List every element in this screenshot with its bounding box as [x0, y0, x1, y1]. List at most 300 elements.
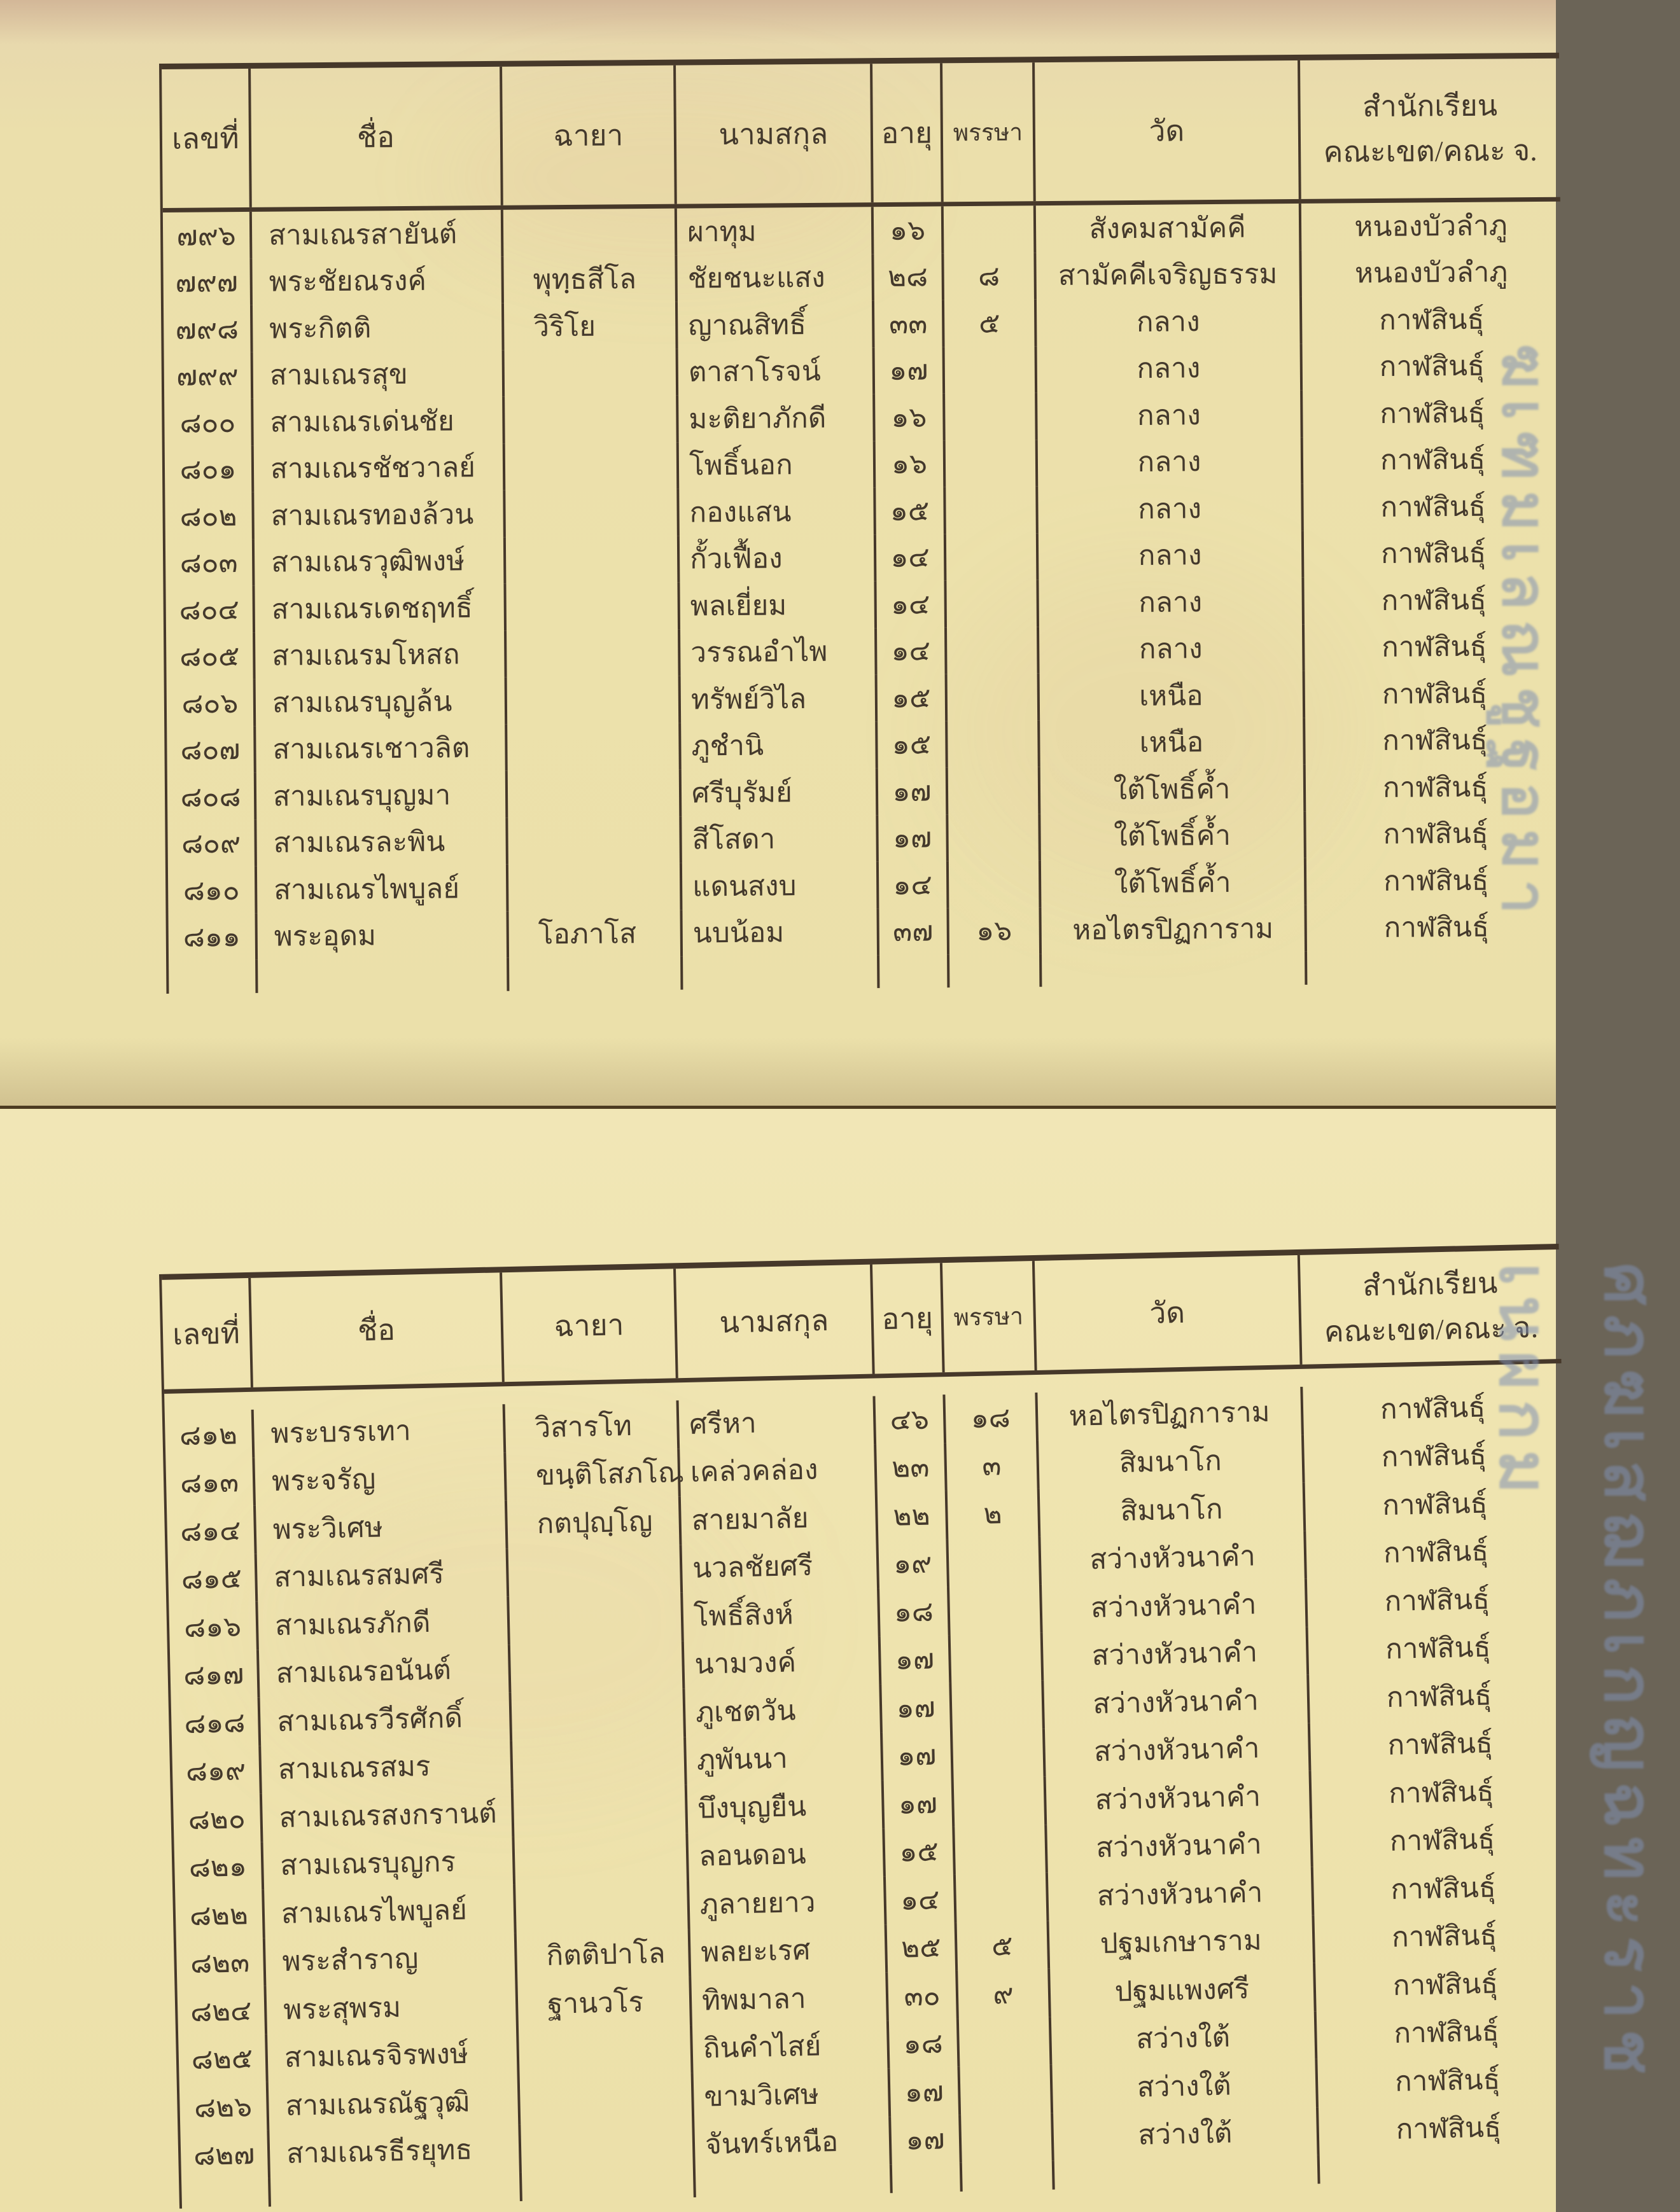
cell-empty — [1042, 952, 1307, 987]
cell-number: ๘๑๙ — [172, 1746, 262, 1796]
cell-temple: สว่างหัวนาคำ — [1044, 1675, 1310, 1729]
cell-dhamma-name: โอภาโส — [508, 910, 683, 958]
cell-school-office: กาฬสินธุ์ — [1383, 817, 1488, 851]
cell-empty — [1307, 950, 1566, 985]
cell-temple: ปฐมเกษาราม — [1049, 1915, 1316, 1969]
cell-dhamma-name — [520, 2073, 695, 2124]
cell-surname: กั้วเฟื้อง — [680, 534, 877, 583]
cell-phansa: ๑๘ — [945, 1393, 1039, 1443]
cell-phansa — [951, 1681, 1045, 1731]
cell-empty — [270, 2173, 522, 2207]
cell-temple: กลาง — [1037, 391, 1303, 440]
col-header-phansa: พรรษา — [942, 1261, 1037, 1372]
cell-age: ๒๘ — [874, 253, 944, 300]
cell-phansa — [948, 720, 1040, 768]
cell-name: สามเณรบุญกร — [263, 1837, 516, 1890]
cell-name: พระบรรเทา — [254, 1404, 507, 1457]
cell-number: ๘๒๗ — [180, 2130, 270, 2180]
col-header-temple: วัด — [1035, 60, 1301, 201]
cell-phansa: ๕ — [944, 299, 1037, 347]
cell-name: สามเณรละพิน — [256, 817, 508, 866]
cell-temple: สิมนาโก — [1039, 1435, 1305, 1489]
cell-age: ๑๗ — [875, 347, 946, 394]
cell-number: ๘๑๗ — [170, 1650, 260, 1700]
cell-age: ๑๗ — [890, 2067, 962, 2117]
cell-age: ๑๗ — [878, 814, 949, 861]
cell-name: สามเณรณัฐวุฒิ — [269, 2076, 521, 2130]
cell-surname: พลยะเรศ — [690, 1924, 888, 1977]
cell-number: ๘๑๐ — [168, 866, 258, 914]
cell-number: ๘๐๓ — [165, 539, 255, 587]
cell-school-office: กาฬสินธุ์ — [1385, 1631, 1491, 1666]
cell-temple: ใต้โพธิ์ค้ำ — [1040, 811, 1306, 860]
cell-name: สามเณรจิรพงษ์ — [267, 2028, 520, 2082]
cell-school-office: กาฬสินธุ์ — [1378, 303, 1485, 336]
cell-age: ๑๗ — [891, 2115, 962, 2164]
cell-age: ๑๗ — [881, 1683, 953, 1732]
cell-age: ๑๗ — [881, 1635, 952, 1685]
cell-surname: เคล่วคล่อง — [680, 1444, 878, 1496]
cell-surname: ญาณสิทธิ์ — [678, 300, 875, 349]
cell-empty — [892, 2163, 963, 2193]
cell-temple: กลาง — [1037, 297, 1303, 346]
cell-name: สามเณรไพบูลย์ — [257, 865, 509, 914]
cell-surname: ภูลายยาว — [689, 1876, 887, 1928]
cell-temple: สว่างใต้ — [1051, 2011, 1318, 2065]
cell-number: ๘๐๑ — [165, 445, 255, 493]
cell-phansa — [961, 2113, 1054, 2163]
cell-empty — [683, 955, 879, 989]
cell-phansa: ๒ — [948, 1489, 1041, 1539]
cell-temple: ใต้โพธิ์ค้ำ — [1041, 858, 1307, 907]
cell-empty — [509, 957, 683, 991]
cell-school-office: กาฬสินธุ์ — [1379, 350, 1485, 383]
cell-school-office: กาฬสินธุ์ — [1380, 490, 1486, 523]
cell-temple: ใต้โพธิ์ค้ำ — [1040, 765, 1306, 814]
cell-temple: กลาง — [1038, 437, 1304, 486]
cell-phansa — [948, 767, 1041, 814]
cell-surname: สายมาลัย — [681, 1492, 879, 1544]
cell-school-office: กาฬสินธุ์ — [1384, 1583, 1490, 1617]
cell-empty — [181, 2178, 271, 2209]
cell-phansa — [946, 580, 1039, 627]
cell-school-office: กาฬสินธุ์ — [1382, 678, 1488, 710]
cell-phansa: ๙ — [958, 1969, 1051, 2019]
cell-surname: ลอนดอน — [688, 1828, 886, 1881]
cell-school-office: กาฬสินธุ์ — [1392, 1968, 1499, 2001]
cell-school-office: กาฬสินธุ์ — [1382, 771, 1488, 803]
cell-surname: บึงบุญยืน — [687, 1780, 885, 1832]
cell-surname: โพธิ์สิงห์ — [683, 1588, 881, 1640]
cell-empty — [1320, 2150, 1579, 2184]
cell-school-office: กาฬสินธุ์ — [1380, 443, 1486, 476]
cell-number: ๘๒๕ — [178, 2034, 269, 2084]
cell-school-office: กาฬสินธุ์ — [1381, 584, 1487, 616]
cell-number: ๘๑๒ — [165, 1410, 255, 1460]
cell-number: ๗๙๖ — [163, 212, 253, 260]
col-header-dhamma-name: ฉายา — [502, 1269, 678, 1382]
cell-phansa — [960, 2065, 1053, 2115]
col-header-school-office-line2: คณะเขต/คณะ จ. — [1324, 1311, 1539, 1349]
cell-number: ๘๐๘ — [167, 773, 257, 821]
cell-school-office: กาฬสินธุ์ — [1380, 1391, 1486, 1425]
cell-surname: ชัยชนะแสง — [677, 254, 874, 302]
cell-empty — [258, 958, 509, 993]
cell-empty — [949, 954, 1042, 987]
cell-surname: จันทร์เหนือ — [694, 2117, 892, 2169]
cell-surname: ภูเชตวัน — [685, 1684, 883, 1736]
cell-phansa — [945, 393, 1038, 440]
cell-surname: ทิพมาลา — [691, 1972, 889, 2024]
col-header-school-office — [1300, 59, 1560, 199]
cell-phansa — [955, 1825, 1048, 1875]
cell-empty — [696, 2164, 893, 2197]
page-fold-line — [0, 1106, 1556, 1109]
cell-age: ๑๔ — [886, 1875, 957, 1924]
cell-name: สามเณรเด่นชัย — [253, 397, 505, 446]
cell-age: ๑๕ — [876, 487, 946, 534]
cell-school-office: กาฬสินธุ์ — [1382, 724, 1488, 757]
cell-school-office: กาฬสินธุ์ — [1381, 1439, 1487, 1473]
cell-temple: สว่างหัวนาคำ — [1040, 1531, 1307, 1585]
cell-number: ๘๑๑ — [168, 913, 258, 961]
cell-temple: กลาง — [1039, 578, 1305, 627]
cell-temple: สว่างหัวนาคำ — [1047, 1819, 1313, 1873]
cell-dhamma-name — [512, 1737, 687, 1788]
cell-name: สามเณรบุญล้น — [256, 678, 508, 727]
cell-number: ๘๑๖ — [169, 1602, 259, 1652]
cell-school-office: กาฬสินธุ์ — [1393, 2015, 1500, 2050]
cell-dhamma-name — [509, 1592, 684, 1644]
cell-phansa — [956, 1873, 1049, 1923]
cell-school-office: กาฬสินธุ์ — [1391, 1919, 1497, 1954]
cell-number: ๘๒๔ — [177, 1986, 267, 2036]
cell-surname: โพธิ์นอก — [679, 441, 876, 489]
table-body — [164, 1363, 1579, 2209]
cell-name: พระชัยณรงค์ — [252, 256, 504, 305]
col-header-surname: นามสกุล — [676, 1265, 875, 1379]
cell-name: สามเณรทองล้วน — [254, 490, 506, 539]
cell-phansa — [951, 1632, 1044, 1683]
cell-temple: กลาง — [1037, 344, 1303, 393]
cell-dhamma-name — [514, 1833, 689, 1884]
cell-name: สามเณรเชาวลิต — [256, 724, 508, 773]
cell-temple: เหนือ — [1040, 671, 1306, 720]
cell-phansa — [945, 346, 1038, 394]
cell-age: ๑๗ — [878, 767, 949, 814]
cell-phansa — [949, 1585, 1043, 1635]
cell-temple: สว่างหัวนาคำ — [1048, 1867, 1315, 1921]
cell-surname: ตาสาโรจน์ — [678, 347, 876, 396]
page-fold-shadow — [0, 1037, 1556, 1106]
monk-register-table-upper — [159, 53, 1566, 994]
cell-name: สามเณรไพบูลย์ — [264, 1884, 517, 1938]
cell-phansa: ๑๖ — [949, 907, 1042, 955]
cell-school-office: กาฬสินธุ์ — [1380, 397, 1485, 429]
cell-number: ๘๒๓ — [176, 1938, 267, 1988]
cell-age: ๑๗ — [884, 1779, 955, 1828]
cell-age: ๑๘ — [889, 2019, 960, 2068]
cell-name: สามเณรธีรยุทธ — [269, 2124, 522, 2178]
cell-temple: เหนือ — [1040, 718, 1306, 767]
cell-age: ๑๔ — [879, 861, 949, 908]
cell-school-office: กาฬสินธุ์ — [1390, 1872, 1497, 1905]
cell-dhamma-name — [503, 209, 678, 257]
cell-name: สามเณรวีรศักดิ์ — [260, 1692, 513, 1746]
cell-surname: พลเยี่ยม — [680, 581, 877, 629]
col-header-number: เลขที่ — [162, 1278, 253, 1389]
cell-age: ๓๐ — [888, 1971, 959, 2021]
cell-empty — [522, 2169, 696, 2201]
cell-number: ๘๒๐ — [173, 1794, 263, 1844]
cell-age: ๔๖ — [875, 1395, 946, 1444]
col-header-age: อายุ — [872, 1263, 945, 1374]
cell-school-office: กาฬสินธุ์ — [1389, 1823, 1495, 1858]
cell-number: ๘๑๕ — [168, 1554, 258, 1604]
table-body — [163, 202, 1567, 994]
col-header-age: อายุ — [872, 63, 944, 202]
col-header-school-office — [1300, 1249, 1562, 1365]
cell-school-office: กาฬสินธุ์ — [1380, 537, 1487, 570]
cell-number: ๗๙๙ — [164, 352, 254, 400]
cell-phansa — [948, 814, 1041, 861]
col-header-name: ชื่อ — [251, 1272, 505, 1388]
cell-age: ๑๔ — [876, 580, 947, 627]
cell-phansa — [948, 1536, 1042, 1587]
cell-surname: ถินคำไสย์ — [692, 2021, 890, 2073]
col-header-phansa: พรรษา — [942, 62, 1036, 202]
cell-empty — [879, 954, 949, 988]
cell-age: ๑๗ — [883, 1730, 954, 1780]
cell-name: สามเณรเดชฤทธิ์ — [255, 584, 507, 633]
cell-temple: สว่างใต้ — [1052, 2059, 1319, 2113]
cell-name: สามเณรอนันต์ — [259, 1645, 512, 1698]
cell-school-office: กาฬสินธุ์ — [1386, 1680, 1492, 1713]
cell-dhamma-name — [507, 629, 681, 678]
cell-number: ๘๑๘ — [171, 1698, 262, 1748]
cell-temple: สว่างหัวนาคำ — [1043, 1627, 1310, 1681]
monk-register-table-lower — [159, 1244, 1579, 2209]
cell-phansa — [946, 440, 1039, 487]
cell-school-office: กาฬสินธุ์ — [1387, 1727, 1494, 1762]
cell-temple: สว่างหัวนาคำ — [1042, 1579, 1308, 1633]
cell-school-office: หนองบัวลำภู — [1354, 210, 1508, 243]
cell-number: ๘๒๖ — [179, 2082, 270, 2132]
cell-name: พระวิเศษ — [256, 1500, 508, 1554]
cell-dhamma-name — [521, 2120, 696, 2172]
cell-school-office: กาฬสินธุ์ — [1383, 865, 1489, 897]
cell-phansa: ๘ — [944, 253, 1037, 300]
cell-surname: ภูพันนา — [686, 1732, 884, 1784]
cell-age: ๓๓ — [874, 300, 945, 347]
cell-dhamma-name — [507, 676, 682, 725]
cell-surname: กองแสน — [679, 487, 876, 536]
cell-name: พระกิตติ — [253, 303, 505, 352]
cell-school-office: กาฬสินธุ์ — [1388, 1776, 1494, 1809]
cell-number: ๘๐๐ — [164, 399, 254, 447]
cell-surname: ศรีบุรัมย์ — [682, 768, 879, 816]
cell-number: ๘๐๖ — [167, 679, 256, 727]
cell-dhamma-name — [510, 1641, 685, 1692]
cell-dhamma-name — [511, 1688, 686, 1740]
cell-surname: ทรัพย์วิไล — [681, 674, 878, 723]
cell-dhamma-name — [505, 349, 679, 397]
cell-dhamma-name — [515, 1881, 690, 1932]
cell-dhamma-name: กิตติปาโล — [517, 1929, 692, 1980]
cell-surname: แดนสงบ — [682, 861, 879, 910]
cell-age: ๑๖ — [875, 393, 946, 440]
cell-age: ๒๒ — [878, 1491, 949, 1540]
cell-name: สามเณรมโหสถ — [255, 630, 507, 679]
cell-phansa — [944, 205, 1037, 253]
cell-temple: หอไตรปิฏการาม — [1041, 905, 1307, 954]
scan-edge-shadow — [0, 0, 1556, 45]
cell-school-office: กาฬสินธุ์ — [1394, 2064, 1501, 2097]
cell-temple: ปฐมแพงศรี — [1050, 1963, 1317, 2017]
cell-temple: สว่างหัวนาคำ — [1045, 1723, 1312, 1777]
cell-dhamma-name — [508, 863, 683, 912]
cell-dhamma-name: ขนฺติโสภโณ — [506, 1449, 681, 1500]
cell-phansa: ๓ — [946, 1440, 1040, 1491]
cell-age: ๑๔ — [877, 627, 948, 674]
cell-temple: หอไตรปิฏการาม — [1037, 1387, 1304, 1441]
cell-dhamma-name: วิริโย — [504, 302, 678, 351]
cell-age: ๑๕ — [885, 1826, 956, 1876]
cell-age: ๑๖ — [874, 206, 944, 253]
cell-phansa — [946, 533, 1039, 581]
cell-age: ๓๗ — [879, 908, 949, 955]
cell-surname: วรรณอำไพ — [680, 628, 878, 676]
cell-phansa — [946, 486, 1039, 534]
bleed-through-watermark: ฆเฑมเลณชูฐอมา — [1490, 344, 1558, 924]
cell-dhamma-name — [507, 723, 682, 771]
cell-age: ๑๔ — [876, 534, 947, 581]
cell-empty — [962, 2161, 1055, 2192]
cell-phansa — [948, 673, 1040, 721]
cell-empty — [169, 960, 258, 994]
col-header-dhamma-name: ฉายา — [502, 66, 677, 205]
cell-temple: สังคมสามัคคี — [1036, 204, 1302, 253]
cell-temple: กลาง — [1039, 624, 1305, 673]
cell-phansa — [947, 627, 1040, 674]
cell-temple: สว่างหัวนาคำ — [1046, 1771, 1313, 1825]
cell-dhamma-name — [508, 1545, 683, 1596]
cell-temple: สามัคคีเจริญธรรม — [1036, 250, 1302, 299]
cell-school-office: กาฬสินธุ์ — [1382, 1487, 1488, 1521]
cell-surname: ขามวิเศษ — [694, 2068, 892, 2120]
cell-dhamma-name: กตปุญฺโญ — [507, 1496, 682, 1548]
cell-dhamma-name — [508, 816, 682, 865]
cell-dhamma-name — [505, 489, 680, 538]
cell-surname: สีโสดา — [682, 815, 879, 863]
cell-number: ๘๑๔ — [167, 1506, 257, 1556]
cell-school-office: กาฬสินธุ์ — [1383, 1535, 1489, 1569]
cell-age: ๑๖ — [876, 440, 946, 487]
cell-temple: กลาง — [1038, 484, 1304, 533]
cell-phansa — [953, 1729, 1046, 1779]
cell-dhamma-name — [508, 770, 682, 818]
cell-empty — [1054, 2155, 1320, 2190]
cell-number: ๘๐๔ — [165, 586, 255, 634]
cell-school-office: กาฬสินธุ์ — [1396, 2111, 1502, 2146]
col-header-school-office-line1: สำนักเรียน — [1362, 89, 1498, 123]
cell-number: ๗๙๘ — [164, 305, 253, 353]
cell-name: สามเณรสมศรี — [257, 1548, 510, 1602]
cell-dhamma-name: ฐานวโร — [517, 1977, 692, 2028]
cell-name: พระสุพรม — [266, 1980, 519, 2034]
cell-dhamma-name — [519, 2025, 694, 2076]
col-header-school-office-line2: คณะเขต/คณะ จ. — [1323, 134, 1537, 169]
cell-age: ๒๕ — [887, 1923, 958, 1972]
cell-age: ๑๘ — [879, 1587, 951, 1636]
cell-temple: สิมนาโก — [1040, 1483, 1306, 1537]
cell-number: ๘๐๙ — [167, 819, 257, 867]
cell-name: พระสำราญ — [265, 1932, 518, 1986]
cell-temple: กลาง — [1039, 531, 1305, 580]
cell-surname: ภูชำนิ — [681, 721, 878, 770]
cell-name: สามเณรบุญมา — [256, 771, 508, 820]
cell-dhamma-name — [506, 536, 680, 584]
cell-surname: ศรีหา — [679, 1396, 877, 1448]
cell-dhamma-name — [505, 442, 680, 490]
cell-name: พระอุดม — [257, 911, 509, 960]
cell-age: ๒๓ — [876, 1443, 948, 1492]
cell-number: ๗๙๗ — [163, 258, 253, 306]
cell-dhamma-name: พุทฺธสีโล — [503, 255, 678, 303]
col-header-temple: วัด — [1035, 1255, 1303, 1370]
cell-name: สามเณรภักดี — [258, 1596, 510, 1650]
cell-number: ๘๒๒ — [175, 1890, 265, 1940]
cell-surname: นบน้อม — [682, 908, 879, 957]
cell-number: ๘๒๑ — [174, 1842, 265, 1892]
cell-name: พระจรัญ — [255, 1452, 507, 1506]
cell-school-office: หนองบัวลำภู — [1354, 256, 1508, 289]
cell-number: ๘๐๗ — [167, 726, 256, 774]
cell-age: ๑๙ — [878, 1539, 949, 1589]
col-header-number: เลขที่ — [162, 69, 252, 208]
cell-name: สามเณรสมร — [261, 1741, 514, 1794]
cell-name: สามเณรชัชวาลย์ — [254, 443, 506, 492]
cell-surname: ผาทุม — [677, 207, 874, 255]
cell-school-office: กาฬสินธุ์ — [1381, 630, 1487, 664]
cell-surname: มะติยาภักดี — [678, 394, 876, 442]
table-header-row — [162, 53, 1560, 212]
cell-number: ๘๐๕ — [166, 632, 256, 680]
col-header-school-office-line1: สำนักเรียน — [1362, 1266, 1498, 1302]
bleed-through-watermark: ศภฆเสฌภเกญฉทะราชเนผกม — [1486, 1263, 1664, 2085]
col-header-surname: นามสกุล — [676, 64, 874, 204]
cell-number: ๘๑๓ — [165, 1457, 256, 1508]
cell-dhamma-name — [505, 396, 679, 444]
cell-phansa — [954, 1777, 1047, 1827]
cell-surname: นวลชัยศรี — [682, 1540, 879, 1592]
cell-surname: นามวงค์ — [684, 1636, 882, 1688]
cell-phansa — [959, 2017, 1053, 2067]
cell-number: ๘๐๒ — [165, 492, 255, 540]
cell-temple: สว่างใต้ — [1053, 2107, 1320, 2161]
cell-dhamma-name — [506, 583, 680, 631]
cell-school-office: กาฬสินธุ์ — [1383, 911, 1490, 944]
cell-dhamma-name: วิสารโท — [505, 1400, 680, 1452]
cell-name: สามเณรสายันต์ — [252, 210, 504, 259]
col-header-name: ชื่อ — [251, 67, 503, 207]
cell-name: สามเณรสงกรานต์ — [262, 1788, 515, 1842]
cell-age: ๑๕ — [878, 674, 948, 721]
cell-name: สามเณรสุข — [253, 350, 505, 399]
cell-name: สามเณรวุฒิพงษ์ — [255, 537, 507, 586]
cell-age: ๑๕ — [878, 721, 948, 768]
cell-phansa: ๕ — [957, 1921, 1051, 1971]
